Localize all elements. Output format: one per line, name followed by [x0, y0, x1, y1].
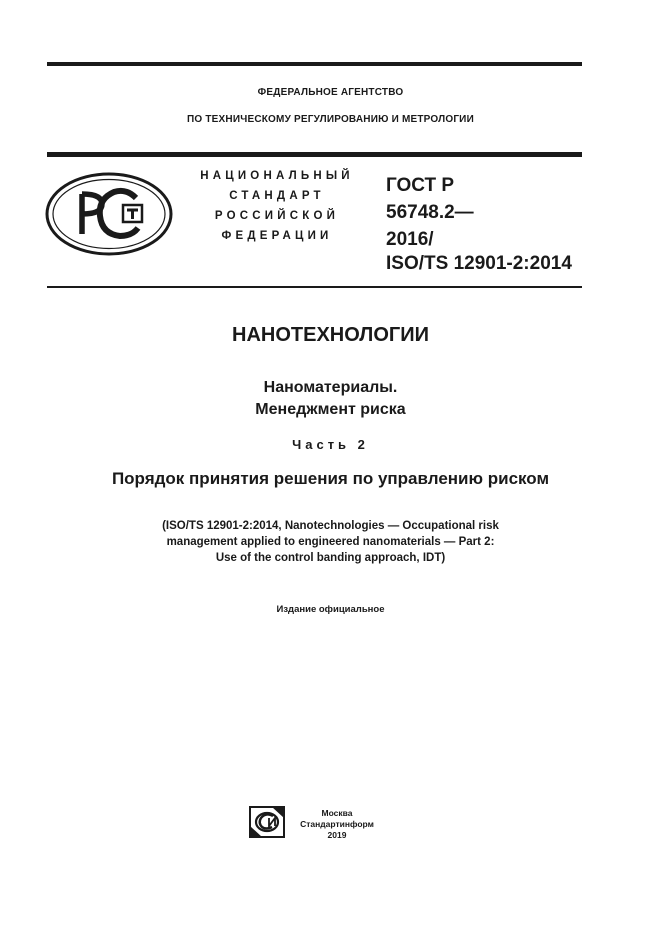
publication-year: 2019	[327, 830, 347, 840]
standard-type-line-2: СТАНДАРТ	[229, 190, 325, 202]
publisher-name: Стандартинформ	[300, 819, 374, 829]
english-reference-line-1: (ISO/TS 12901-2:2014, Nanotechnologies — Occupational risk	[162, 520, 499, 532]
english-reference-line-2: management applied to engineered nanomaterials — Part 2:	[166, 536, 495, 548]
rst-certification-mark-icon	[44, 172, 174, 256]
header-divider	[47, 152, 582, 157]
agency-line-1: ФЕДЕРАЛЬНОЕ АГЕНТСТВО	[257, 87, 404, 98]
agency-line-2: ПО ТЕХНИЧЕСКОМУ РЕГУЛИРОВАНИЮ И МЕТРОЛОГИИ	[187, 114, 474, 125]
designation-divider	[47, 286, 582, 288]
standard-type-line-1: НАЦИОНАЛЬНЫЙ	[200, 170, 354, 182]
document-title: НАНОТЕХНОЛОГИИ	[232, 324, 429, 346]
subtitle-line-1: Наноматериалы.	[263, 379, 398, 396]
top-divider	[47, 62, 582, 66]
subtitle-line-2: Менеджмент риска	[255, 401, 406, 418]
english-reference-line-3: Use of the control banding approach, IDT)	[215, 552, 446, 564]
standartinform-logo-icon	[249, 806, 285, 838]
part-number: Часть 2	[292, 437, 369, 452]
designation-line-3: 2016/	[386, 229, 434, 250]
designation-line-1: ГОСТ Р	[386, 175, 455, 196]
part-title: Порядок принятия решения по управлению риском	[111, 469, 550, 488]
edition-label: Издание официальное	[276, 604, 385, 615]
standard-type-line-4: ФЕДЕРАЦИИ	[221, 230, 333, 242]
designation-line-2: 56748.2—	[386, 202, 474, 223]
standard-type-line-3: РОССИЙСКОЙ	[214, 210, 340, 222]
designation-line-4: ISO/TS 12901-2:2014	[386, 253, 572, 274]
publisher-city: Москва	[321, 808, 353, 818]
